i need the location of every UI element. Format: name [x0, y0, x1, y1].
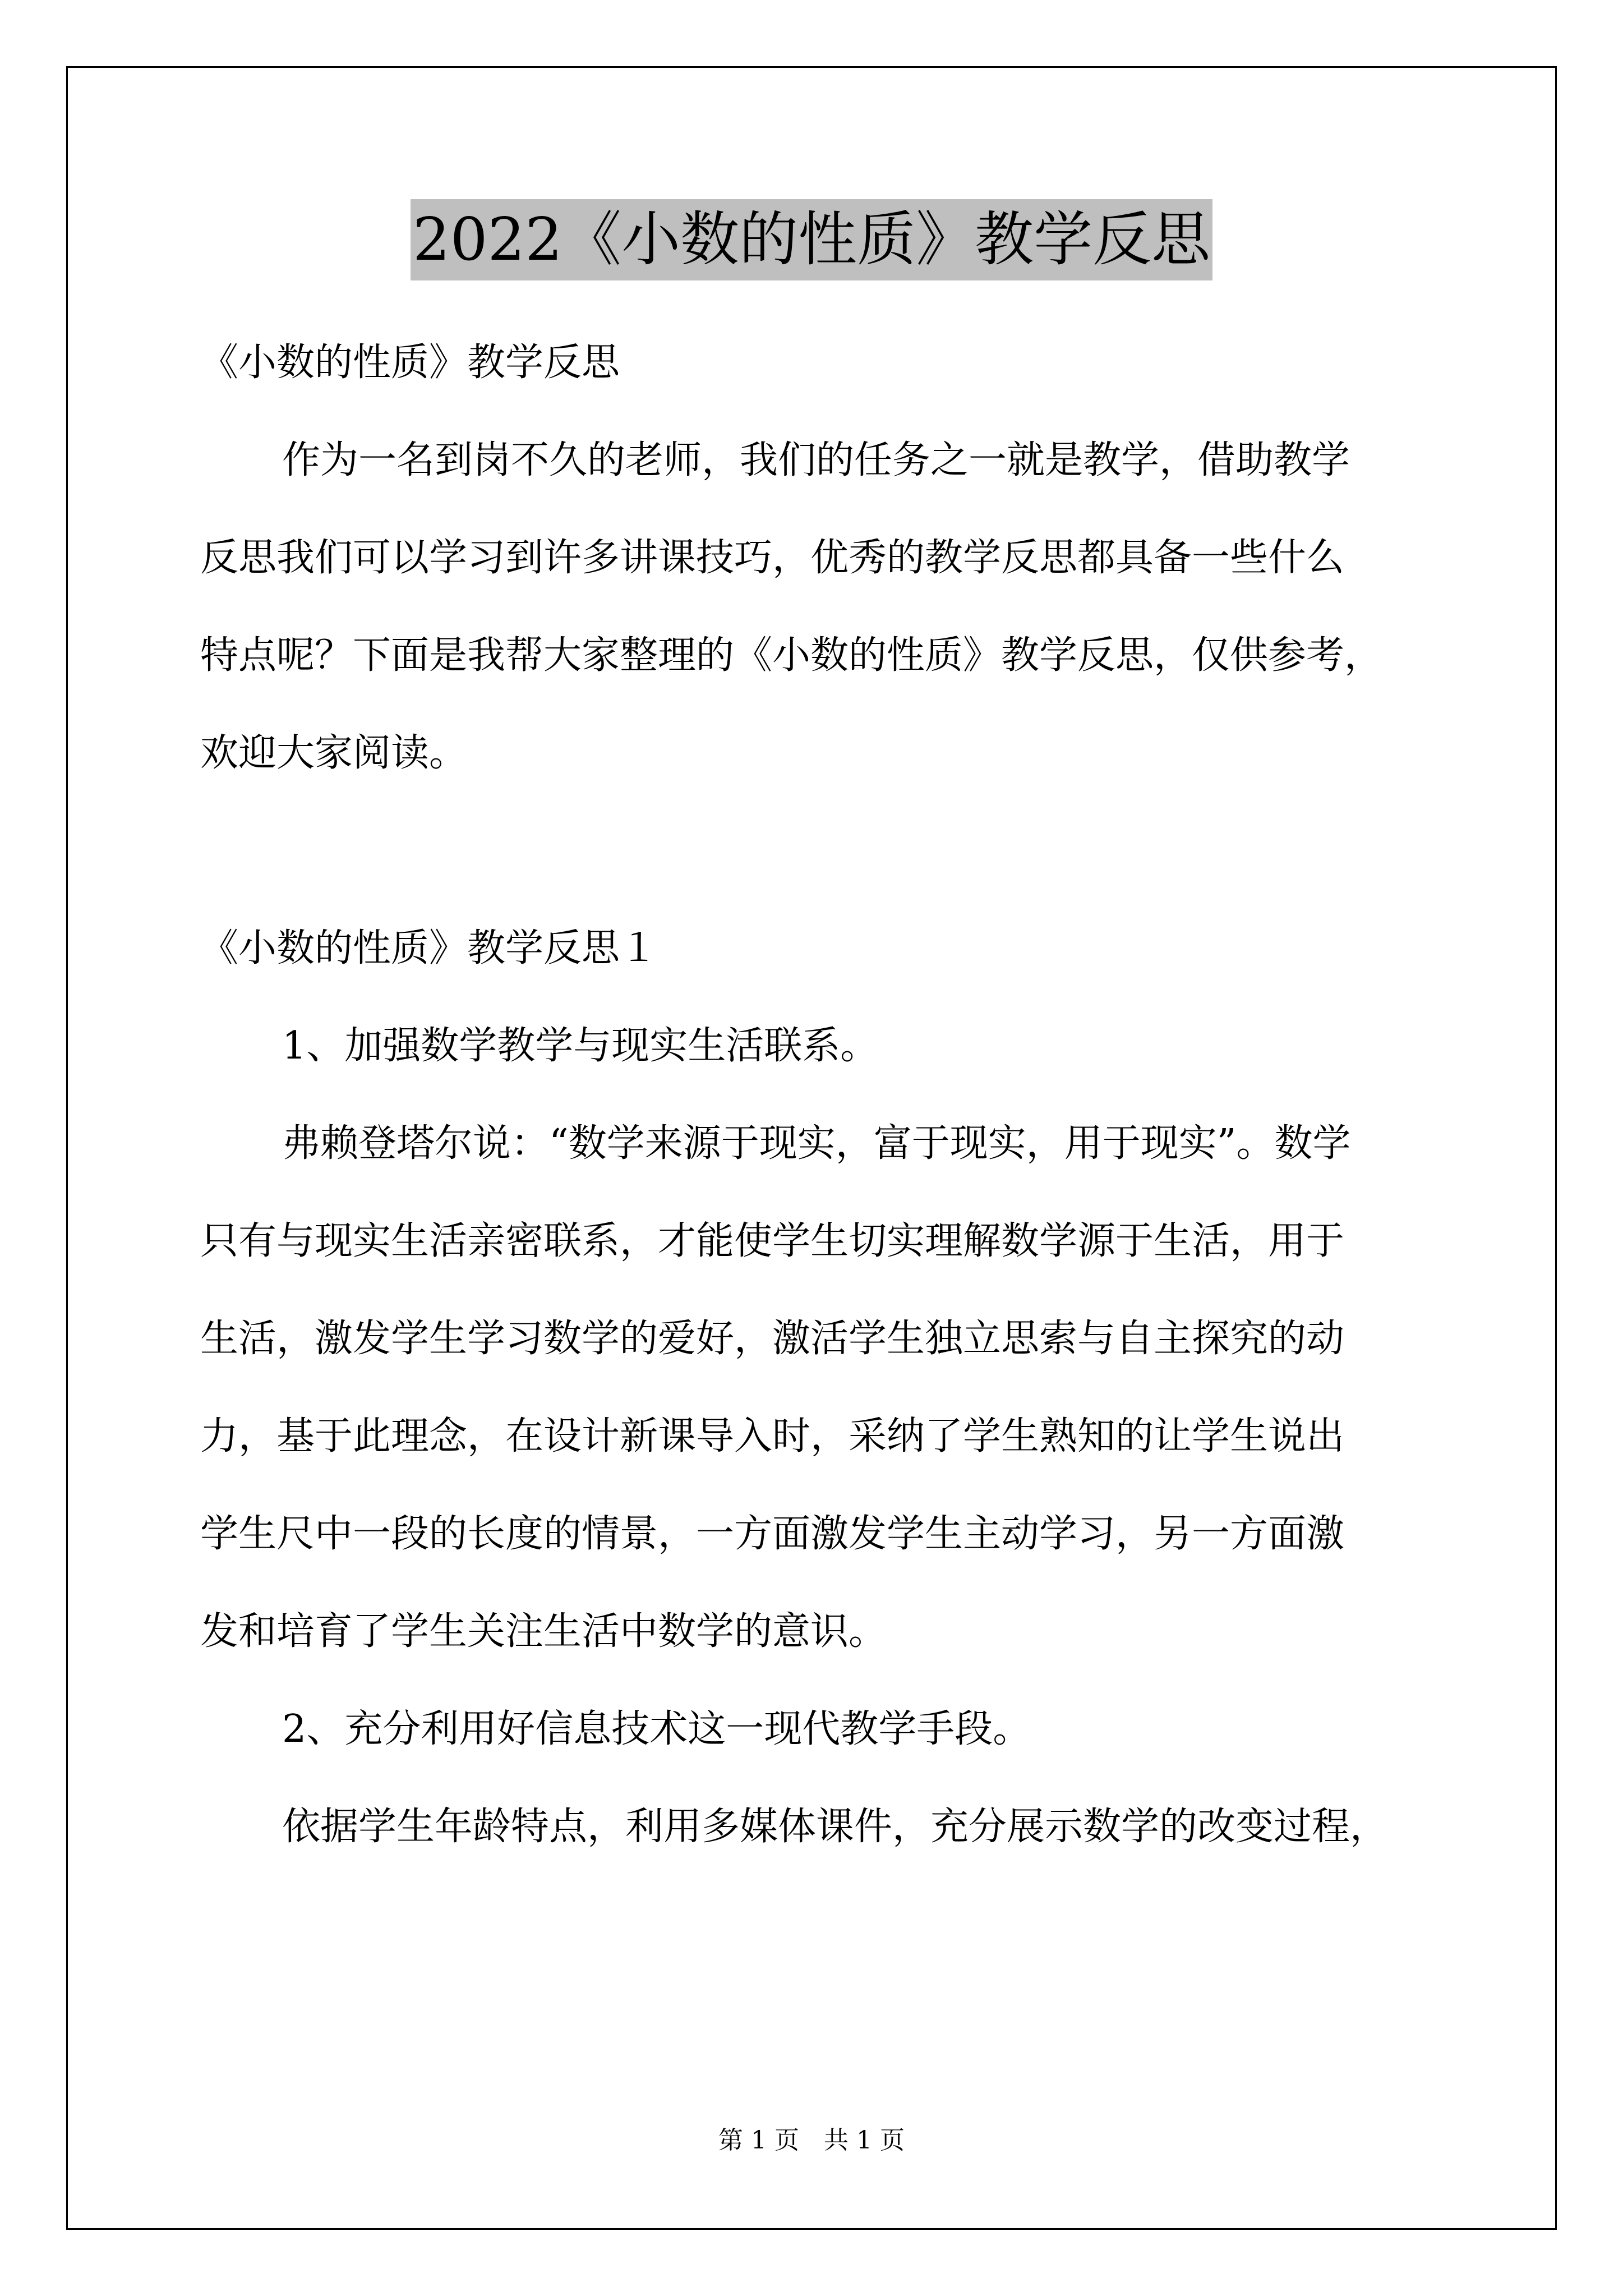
intro-line: 特点呢？下面是我帮大家整理的《小数的性质》教学反思，仅供参考， — [200, 633, 1383, 678]
point-heading-1: 1、加强数学教学与现实生活联系。 — [282, 1024, 879, 1068]
paragraph-line: 依据学生年龄特点，利用多媒体课件，充分展示数学的改变过程， — [282, 1805, 1389, 1849]
paragraph-line: 发和培育了学生关注生活中数学的意识。 — [200, 1609, 887, 1654]
paragraph-line: 生活，激发学生学习数学的爱好，激活学生独立思索与自主探究的动 — [200, 1317, 1345, 1361]
title-container — [0, 199, 1623, 280]
section-heading: 《小数的性质》教学反思１ — [200, 926, 658, 970]
page-footer: 第 1 页 共 1 页 — [718, 2126, 905, 2155]
paragraph-line: 只有与现实生活亲密联系，才能使学生切实理解数学源于生活，用于 — [200, 1219, 1345, 1263]
subtitle: 《小数的性质》教学反思 — [200, 341, 620, 385]
paragraph-line: 学生尺中一段的长度的情景，一方面激发学生主动学习，另一方面激 — [200, 1512, 1345, 1556]
paragraph-line: 弗赖登塔尔说：“数学来源于现实，富于现实，用于现实”。数学 — [282, 1121, 1351, 1166]
intro-line: 欢迎大家阅读。 — [200, 731, 468, 775]
intro-line: 作为一名到岗不久的老师，我们的任务之一就是教学，借助教学 — [282, 438, 1350, 482]
paragraph-line: 力，基于此理念，在设计新课导入时，采纳了学生熟知的让学生说出 — [200, 1414, 1345, 1458]
point-heading-2: 2、充分利用好信息技术这一现代教学手段。 — [282, 1707, 1031, 1751]
document-title: 2022《小数的性质》教学反思 — [411, 199, 1212, 280]
intro-line: 反思我们可以学习到许多讲课技巧，优秀的教学反思都具备一些什么 — [200, 536, 1345, 580]
blank-line — [200, 802, 1434, 900]
document-body — [200, 314, 1434, 1876]
